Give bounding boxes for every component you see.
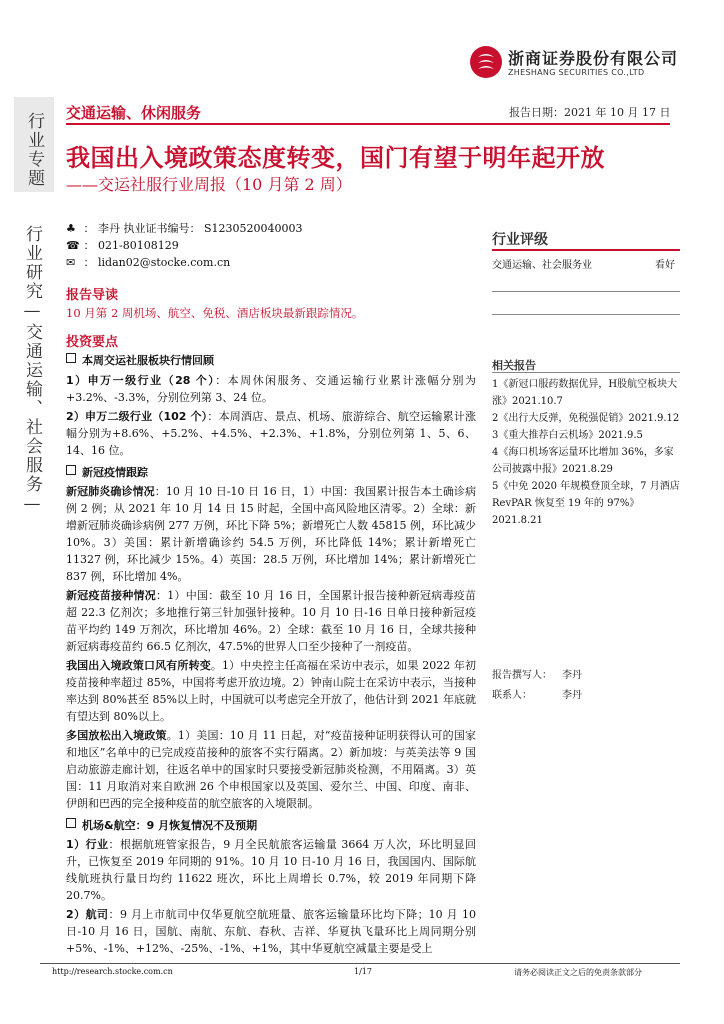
para-sw1: 1）申万一级行业（28 个）：本周休闲服务、交通运输行业累计涨幅分别为+3.2%、-3.3%，分别位列第 3、24 位。 — [66, 374, 477, 404]
related-heading: 相关报告 — [492, 359, 536, 372]
analyst-email[interactable]: ： lidan02@stocke.com.cn — [83, 256, 231, 269]
report-date: 报告日期：2021 年 10 月 17 日 — [509, 106, 671, 119]
related-item[interactable]: 3《重大推荐白云机场》2021.9.5 — [492, 430, 643, 441]
para-policy: 我国出入境政策口风有所转变。1）中央控主任高福在采访中表示，如果 2022 年初疫苗接种率超过 85%，中国将考虑开放边境。2）钟南山院士在采访中表示，当接种率达到 80%甚至 85%以上时，中国就可以考虑完全开放了，他估计到 2021 年底就有望达到 80%以上。 — [66, 659, 477, 723]
analyst-block — [66, 220, 303, 271]
contact-label: 联系人： — [492, 690, 532, 701]
rating-heading: 行业评级 — [492, 232, 548, 248]
footer-url[interactable]: http://research.stocke.com.cn — [52, 967, 173, 976]
email-icon: ✉ — [66, 256, 76, 269]
writer-name: 李丹 — [562, 670, 582, 681]
report-guide-text: 10 月第 2 周机场、航空、免税、酒店板块最新跟踪情况。 — [66, 306, 364, 320]
rating-line-2 — [492, 314, 680, 315]
analyst-name: ： 李丹 执业证书编号： S1230520040003 — [83, 222, 303, 235]
related-item[interactable]: 5《中免 2020 年规模登顶全球，7 月酒店 RevPAR 恢复至 19 年的 97%》2021.8.21 — [492, 481, 680, 526]
section-airport-airline: 机场&航空：9 月恢复情况不及预期 — [66, 817, 476, 833]
para-covid-cases: 新冠肺炎确诊情况：10 月 10 日-10 日 16 日，1）中国：我国累计报告本土确诊病例 2 例；从 2021 年 10 月 14 日 15 时起，全国中高风险地区清零。2）全球：新增新冠肺炎确诊病例 277 万例，环比下降 5%；新增死亡人数 45815 例，环比减少 10%。3）美国：累计新增确诊约 54.5 万例，环比降低 14%；累计新增死亡 11327 例，环比减少 15%。4）英国：28.5 万例，环比增加 14%；累计新增死亡 837 例，环比增加 4%。 — [66, 485, 477, 583]
page-subtitle: ——交运社服行业周报（10 月第 2 周） — [66, 175, 352, 194]
related-item[interactable]: 2《出行大反弹，免税强促销》2021.9.12 — [492, 413, 680, 424]
writer-label: 报告撰写人： — [492, 670, 552, 681]
key-points-heading: 投资要点 — [66, 335, 119, 350]
phone-row — [66, 237, 303, 254]
rating-sector: 交通运输、社会服务业 — [492, 260, 592, 271]
report-type-label: 行业专题 — [24, 112, 44, 188]
report-category-label: 行业研究—交通运输、社会服务— — [22, 225, 42, 516]
company-name-en: ZHESHANG SECURITIES CO.,LTD — [508, 68, 645, 77]
para-industry: 1）行业：根据航班管家报告，9 月全民航旅客运输量 3664 万人次，环比明显回升，已恢复至 2019 年同期的 91%。10 月 10 日-10 月 16 日，我国国内、国际航线航班执行量日均约 11622 班次，环比上周增长 0.7%，较 2019 年同期下降 20.7%。 — [66, 838, 477, 902]
rating-line-1 — [492, 291, 680, 292]
person-icon: ♣ — [66, 222, 76, 235]
sector-label: 交通运输、休闲服务 — [66, 104, 202, 122]
analyst-row — [66, 220, 303, 237]
company-name-cn: 浙商证券股份有限公司 — [508, 49, 679, 68]
rating-value: 看好 — [655, 260, 675, 271]
related-item[interactable]: 1《新冠口服药数据优异，H股航空板块大涨》2021.10.7 — [492, 379, 678, 407]
related-list — [492, 376, 682, 529]
email-row — [66, 254, 303, 271]
para-vaccine: 新冠疫苗接种情况：1）中国：截至 10 月 16 日，全国累计报告接种新冠病毒疫苗超 22.3 亿剂次；多地推行第三针加强针接种。10 月 10 日-16 日单日接种新冠疫苗平均约 149 万剂次，环比增加 46%。2）全球：截至 10 月 16 日，全球共接种新冠病毒疫苗约 66.5 亿剂次，47.5%的世界人口至少接种了一剂疫苗。 — [66, 589, 477, 653]
para-global-policy: 多国放松出入境政策。1）美国：10 月 11 日起，对“疫苗接种证明获得认可的国家和地区”名单中的已完成疫苗接种的旅客不实行隔离。2）新加坡：与英美法等 9 国启动旅游走廊计划，往返名单中的国家时只要接受新冠肺炎检测，不用隔离。3）英国：11 月取消对来自欧洲 26 个申根国家以及英国、爱尔兰、中国、印度、南非、伊朗和巴西的完全接种疫苗的航空旅客的入境限制。 — [66, 729, 477, 810]
section-covid: 新冠疫情跟踪 — [66, 464, 476, 480]
phone-icon: ☎ — [66, 239, 80, 252]
contact-name: 李丹 — [562, 690, 582, 701]
report-guide-heading: 报告导读 — [66, 288, 119, 303]
section-market-review: 本周交运社服板块行情回顾 — [66, 352, 476, 368]
company-logo — [469, 45, 503, 79]
related-item[interactable]: 4《海口机场客运量环比增加 36%，多家公司披露中报》2021.8.29 — [492, 447, 674, 475]
logo-icon — [469, 45, 503, 79]
para-airlines: 2）航司：9 月上市航司中仅华夏航空航班量、旅客运输量环比均下降；10 月 10 日-10 月 16 日，国航、南航、东航、春秋、吉祥、华夏执飞量环比上周同期分别+5%、-1%、+12%、-25%、-1%、+1%，其中华夏航空减量主要是受上 — [66, 908, 477, 955]
analyst-phone: ： 021-80108129 — [83, 239, 179, 252]
rating-rule — [492, 249, 680, 251]
header-rule — [66, 123, 670, 125]
main-column — [66, 352, 476, 957]
para-sw2: 2）申万二级行业（102 个）：本周酒店、景点、机场、旅游综合、航空运输累计涨幅分别为+8.6%、+5.2%、+4.5%、+2.3%、+1.8%，分别位列第 1、5、6、14、16 位。 — [66, 410, 477, 457]
footer-disclaimer: 请务必阅读正文之后的免责条款部分 — [514, 968, 642, 977]
footer-rule — [40, 963, 680, 964]
related-rule — [492, 372, 680, 373]
page-title: 我国出入境政策态度转变，国门有望于明年起开放 — [66, 144, 605, 172]
footer-page: 1/17 — [354, 967, 372, 976]
